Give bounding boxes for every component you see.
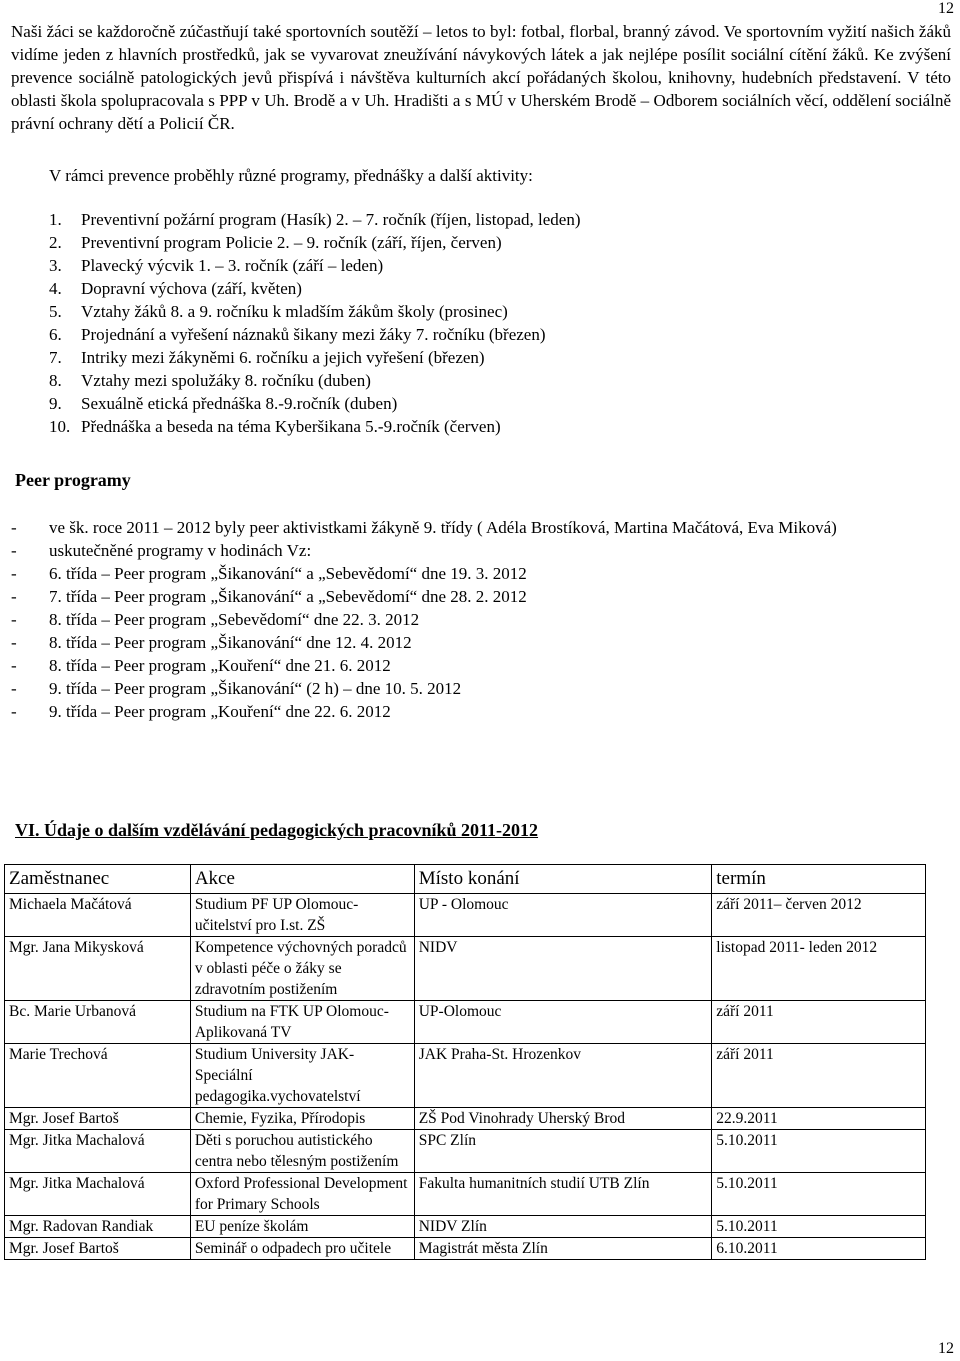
body-paragraph: Naši žáci se každoročně zúčastňují také sportovních soutěží – letos to byl: fotbal, florbal, branný závod. Ve sportovním vyžití našich žáků vidíme jeden z hlavních prostředků, jak se vyvarovat zneužívání návykových látek a jak nejlépe posílit sociální cítění žáků. Ke zvýšení prevence sociálně patologických jevů přispívá i návštěva kulturních akcí pořádaných školou, knihovny, hudebních představení. V této oblasti škola spolupracovala s PPP v Uh. Brodě a v Uh. Hradišti a s MÚ v Uherském Brodě – Odborem sociálních věcí, oddělení sociálně právní ochrany dětí a Policií ČR. [11,22,951,133]
table-cell: UP-Olomouc [414,1001,712,1044]
table-cell: Fakulta humanitních studií UTB Zlín [414,1173,712,1216]
column-header: Zaměstnanec [5,865,191,894]
table-cell: UP - Olomouc [414,894,712,937]
table-cell: Magistrát města Zlín [414,1238,712,1260]
table-cell: Seminář o odpadech pro učitele [190,1238,414,1260]
table-row [5,1216,926,1238]
list-item: - 9. třída – Peer program „Kouření“ dne 22. 6. 2012 [11,702,391,721]
table-row [5,1001,926,1044]
list-item: - ve šk. roce 2011 – 2012 byly peer aktivistkami žákyně 9. třídy ( Adéla Brostíková, Martina Mačátová, Eva Miková) [11,518,837,537]
activities-list [49,208,580,438]
page-number-bottom: 12 [938,1340,954,1357]
table-cell: 5.10.2011 [712,1130,926,1173]
list-item: - 8. třída – Peer program „Sebevědomí“ dne 22. 3. 2012 [11,610,420,629]
list-item: - 8. třída – Peer program „Kouření“ dne 21. 6. 2012 [11,656,391,675]
table-cell: Oxford Professional Development for Primary Schools [190,1173,414,1216]
table-cell: 5.10.2011 [712,1173,926,1216]
list-item: 3. Plavecký výcvik 1. – 3. ročník (září – leden) [49,256,384,275]
table-header-row [5,865,926,894]
table-cell: Mgr. Radovan Randiak [5,1216,191,1238]
list-item: 1. Preventivní požární program (Hasík) 2. – 7. ročník (říjen, listopad, leden) [49,210,581,229]
table-cell: SPC Zlín [414,1130,712,1173]
table-cell: ZŠ Pod Vinohrady Uherský Brod [414,1108,712,1130]
list-item: 7. Intriky mezi žákyněmi 6. ročníku a jejich vyřešení (březen) [49,348,485,367]
list-item: - 9. třída – Peer program „Šikanování“ (2 h) – dne 10. 5. 2012 [11,679,462,698]
column-header: Akce [190,865,414,894]
peer-programs-list [11,516,911,723]
table-row [5,1130,926,1173]
list-item: 4. Dopravní výchova (září, květen) [49,279,302,298]
table-cell: Chemie, Fyzika, Přírodopis [190,1108,414,1130]
peer-programs-heading: Peer programy [15,470,131,490]
list-item: 8. Vztahy mezi spolužáky 8. ročníku (duben) [49,371,371,390]
table-cell: Marie Trechová [5,1044,191,1108]
table-cell: Mgr. Josef Bartoš [5,1238,191,1260]
table-cell: září 2011 [712,1044,926,1108]
column-header: termín [712,865,926,894]
list-item: - 6. třída – Peer program „Šikanování“ a „Sebevědomí“ dne 19. 3. 2012 [11,564,527,583]
table-cell: 6.10.2011 [712,1238,926,1260]
table-cell: Mgr. Josef Bartoš [5,1108,191,1130]
activities-intro: V rámci prevence proběhly různé programy, přednášky a další aktivity: [49,166,533,185]
table-cell: listopad 2011- leden 2012 [712,937,926,1001]
table-cell: EU peníze školám [190,1216,414,1238]
table-cell: Bc. Marie Urbanová [5,1001,191,1044]
table-row [5,1044,926,1108]
table-cell: Mgr. Jitka Machalová [5,1173,191,1216]
table-cell: 22.9.2011 [712,1108,926,1130]
table-cell: Mgr. Jana Mikysková [5,937,191,1001]
table-row [5,1108,926,1130]
section-heading: VI. Údaje o dalším vzdělávání pedagogických pracovníků 2011-2012 [15,820,539,840]
table-row [5,937,926,1001]
table-cell: Děti s poruchou autistického centra nebo tělesným postižením [190,1130,414,1173]
column-header: Místo konání [414,865,712,894]
page-number-top: 12 [938,0,954,17]
list-item: 2. Preventivní program Policie 2. – 9. ročník (září, říjen, červen) [49,233,502,252]
list-item: - 7. třída – Peer program „Šikanování“ a „Sebevědomí“ dne 28. 2. 2012 [11,587,527,606]
list-item: 5. Vztahy žáků 8. a 9. ročníku k mladším žákům školy (prosinec) [49,302,508,321]
table-cell: Studium University JAK-Speciální pedagogika.vychovatelství [190,1044,414,1108]
table-cell: Studium na FTK UP Olomouc-Aplikovaná TV [190,1001,414,1044]
table-cell: Mgr. Jitka Machalová [5,1130,191,1173]
table-cell: září 2011 [712,1001,926,1044]
table-row [5,894,926,937]
training-table [4,864,926,1260]
list-item: 9. Sexuálně etická přednáška 8.-9.ročník (duben) [49,394,398,413]
table-cell: září 2011– červen 2012 [712,894,926,937]
table-cell: Kompetence výchovných poradců v oblasti péče o žáky se zdravotním postižením [190,937,414,1001]
list-item: - uskutečněné programy v hodinách Vz: [11,541,312,560]
table-cell: 5.10.2011 [712,1216,926,1238]
list-item: 10. Přednáška a beseda na téma Kyberšikana 5.-9.ročník (červen) [49,417,501,436]
table-cell: JAK Praha-St. Hrozenkov [414,1044,712,1108]
list-item: - 8. třída – Peer program „Šikanování“ dne 12. 4. 2012 [11,633,412,652]
table-cell: Studium PF UP Olomouc-učitelství pro I.st. ZŠ [190,894,414,937]
table-row [5,1238,926,1260]
table-cell: Michaela Mačátová [5,894,191,937]
table-cell: NIDV [414,937,712,1001]
list-item: 6. Projednání a vyřešení náznaků šikany mezi žáky 7. ročníku (březen) [49,325,546,344]
table-row [5,1173,926,1216]
table-cell: NIDV Zlín [414,1216,712,1238]
